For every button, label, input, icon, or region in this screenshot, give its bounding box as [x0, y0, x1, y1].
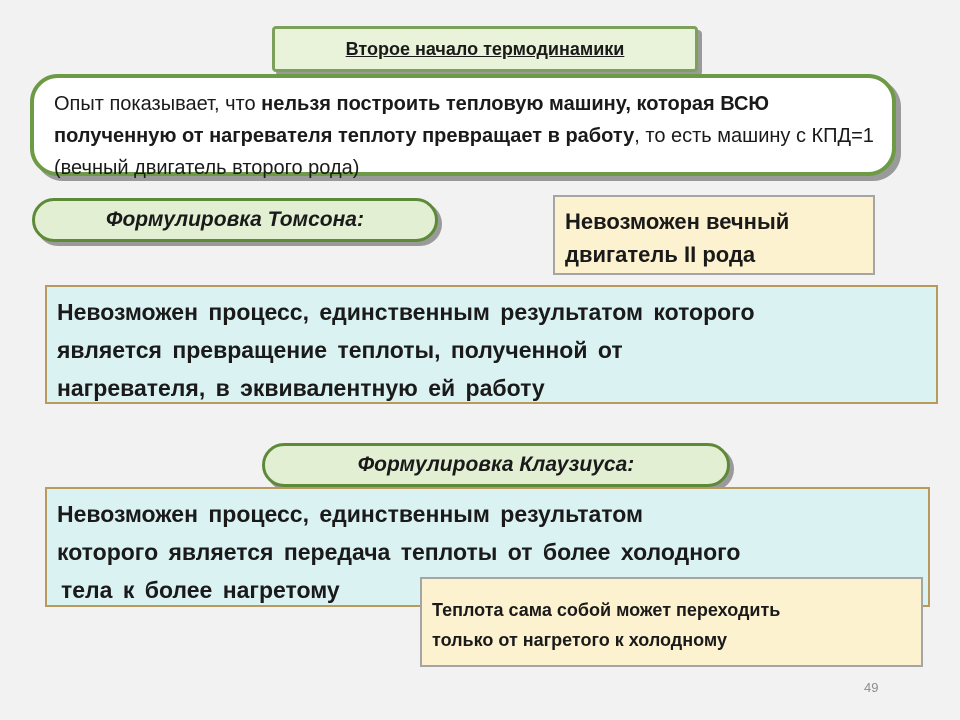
perpetual-note-line-2: двигатель II рода	[565, 242, 756, 267]
perpetual-motion-note	[553, 195, 875, 275]
thomson-heading	[32, 198, 438, 242]
heat-flow-note	[420, 577, 923, 667]
slide-title	[272, 26, 698, 72]
thomson-statement-line-2: является превращение теплоты, полученной от	[57, 337, 623, 363]
intro-callout	[30, 74, 896, 179]
intro-text-bold: нельзя построить тепловую машину, которая ВСЮ полученную от нагревателя теплоту превращает в работу	[54, 93, 770, 147]
thomson-statement-line-3: нагревателя, в эквивалентную ей работу	[57, 375, 545, 401]
thomson-statement	[45, 285, 938, 404]
perpetual-note-line-1: Невозможен вечный	[565, 209, 790, 234]
heat-note-line-1: Теплота сама собой может переходить	[432, 600, 781, 620]
clausius-heading	[262, 443, 730, 487]
slide-title-text: Второе начало термодинамики	[345, 38, 625, 59]
page-number: 49	[864, 680, 879, 695]
clausius-statement-line-2: которого является передача теплоты от более холодного	[57, 539, 741, 565]
intro-text-end: , то есть машину с КПД=1 (вечный двигатель второго рода)	[54, 125, 874, 179]
thomson-statement-line-1: Невозможен процесс, единственным результатом которого	[57, 299, 755, 325]
heat-note-line-2: только от нагретого к холодному	[432, 630, 727, 650]
clausius-statement-line-1: Невозможен процесс, единственным результатом	[57, 501, 643, 527]
clausius-heading-text: Формулировка Клаузиуса:	[357, 453, 635, 476]
intro-text-start: Опыт показывает, что	[54, 93, 262, 115]
clausius-statement-line-3: тела к более нагретому	[61, 577, 340, 603]
thomson-heading-text: Формулировка Томсона:	[106, 208, 364, 231]
